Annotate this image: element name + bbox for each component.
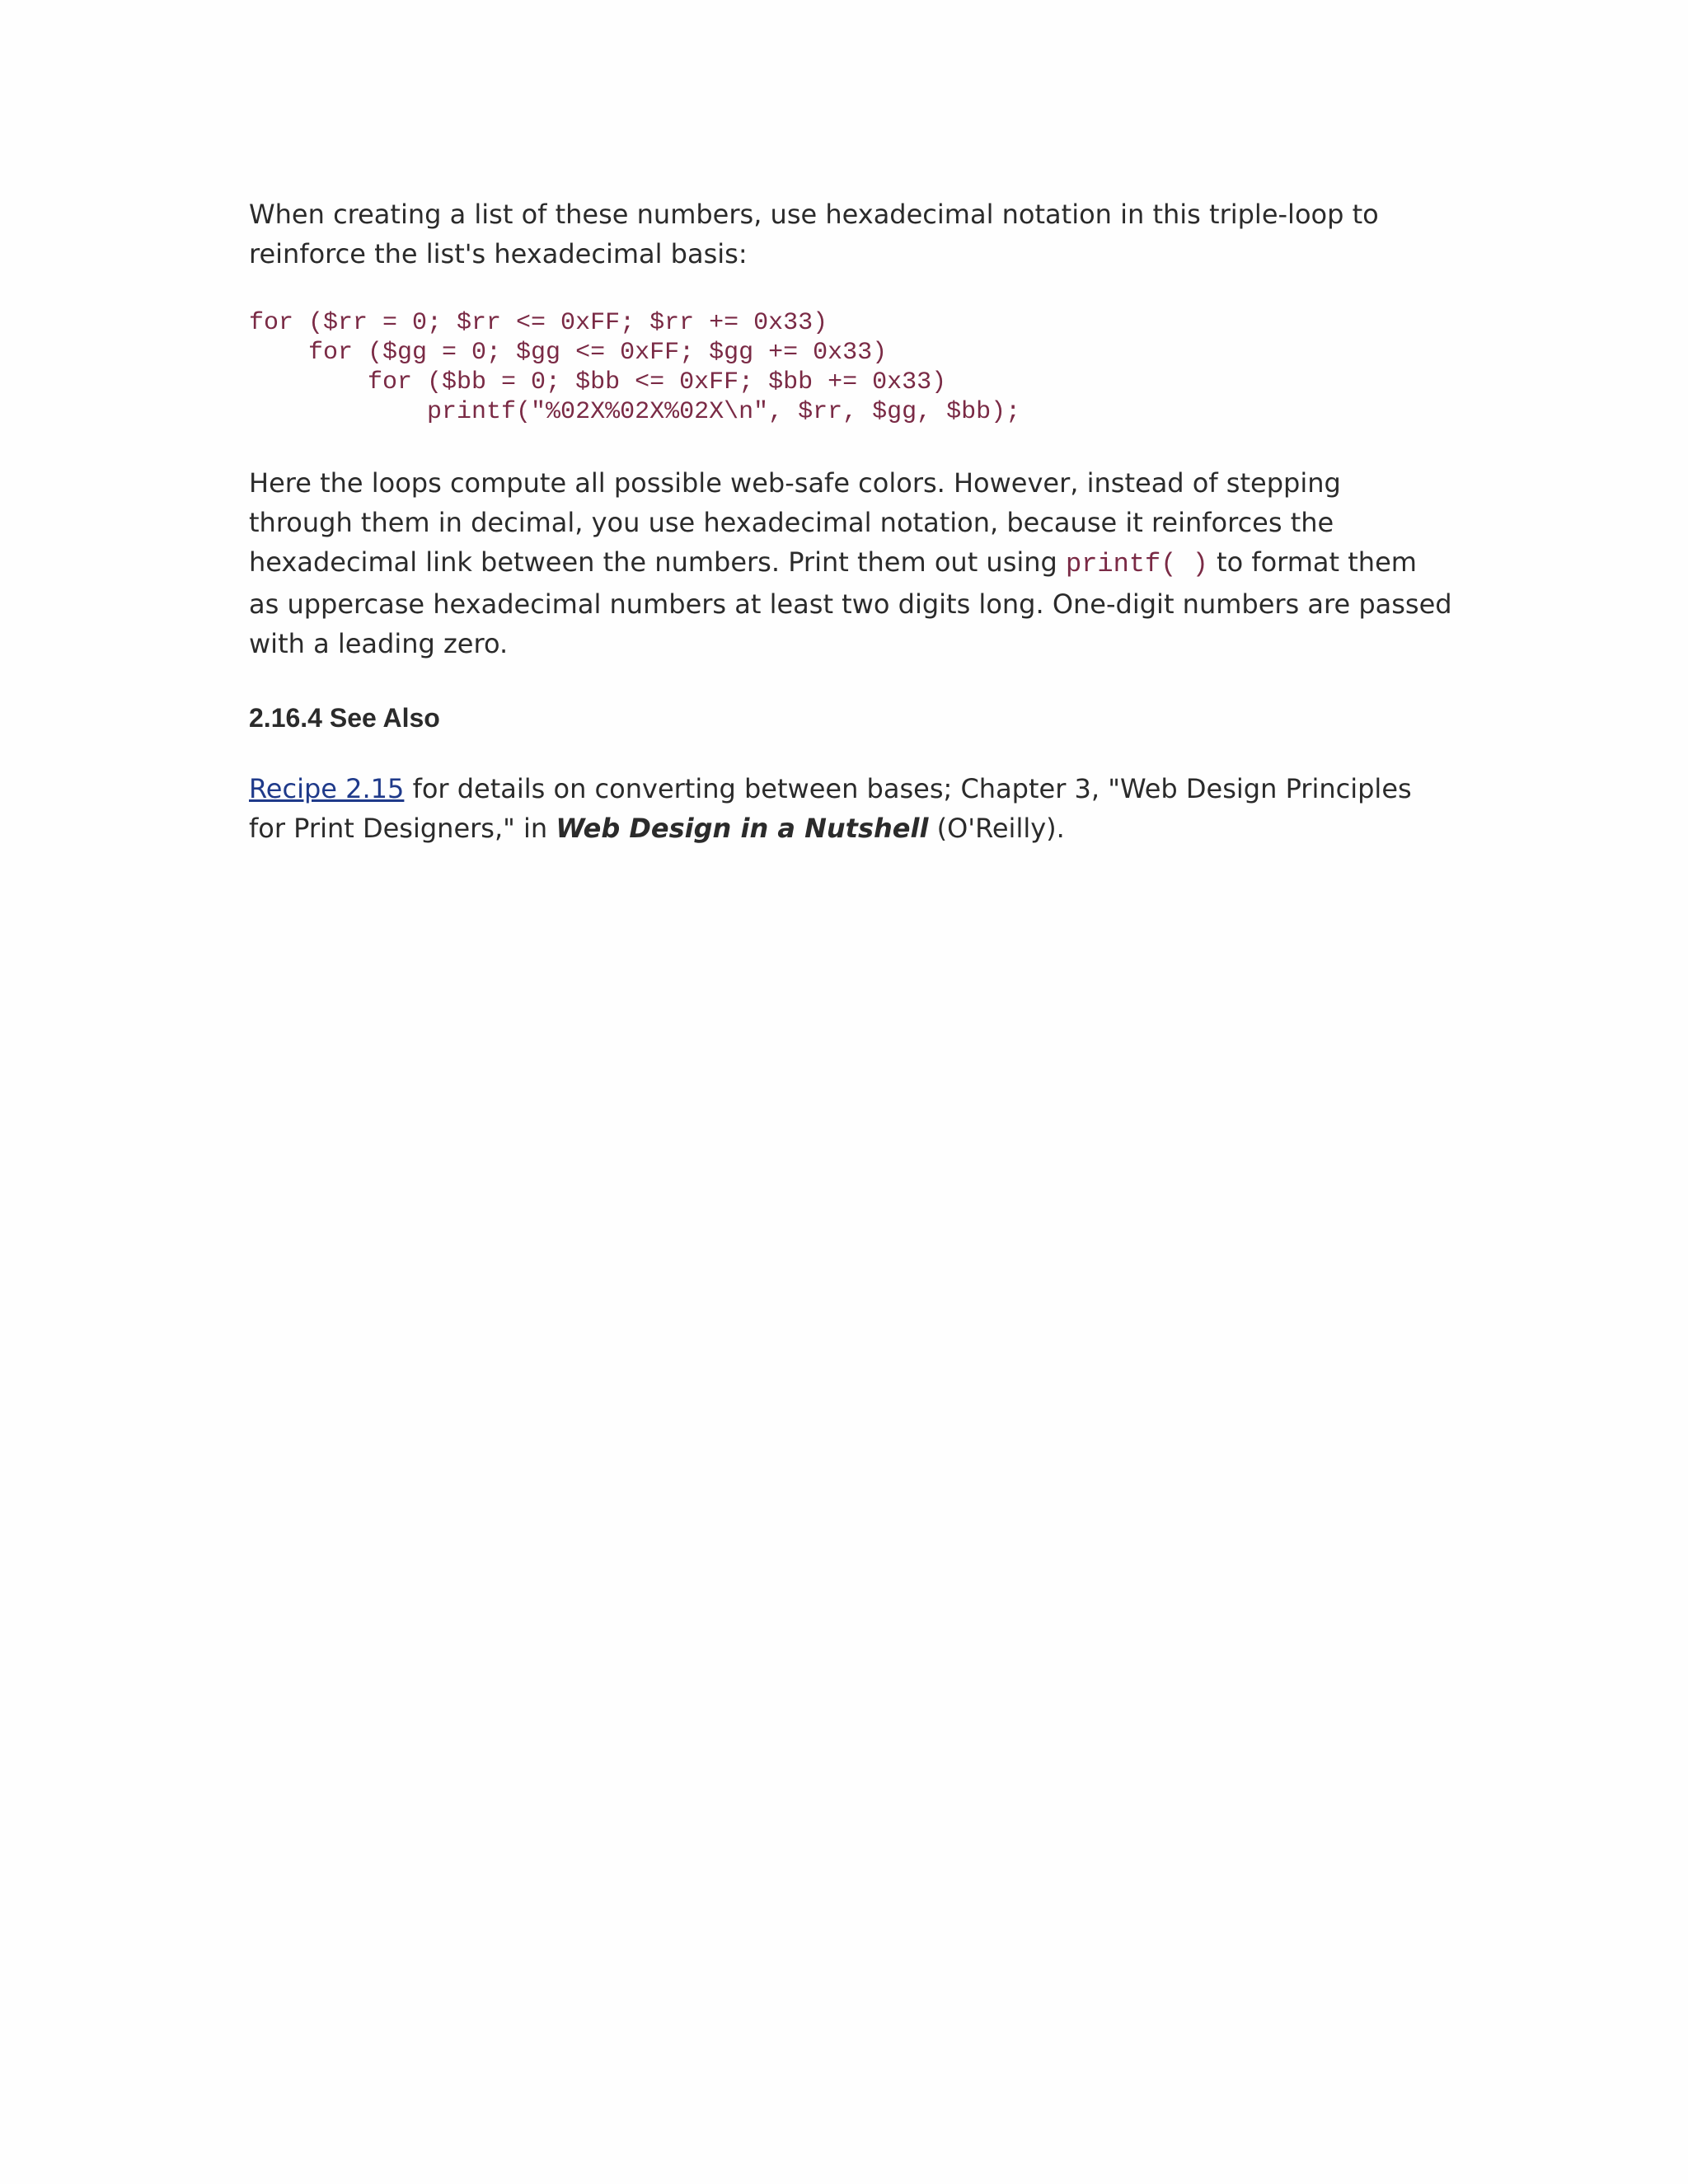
inline-code-printf: printf( ): [1066, 549, 1208, 579]
explanation-text: Here the loops compute all possible web-safe colors. However, instead of stepping through them in decimal, you use hexadecimal notation, because it reinforces the hexadecimal link between the numbers. Print them out using: [249, 467, 1341, 578]
see-also-text: for details on converting between bases; Chapter 3, "Web Design Principles for Print Designers," in: [249, 773, 1412, 844]
see-also-paragraph: [249, 769, 1452, 848]
code-block: [249, 308, 1452, 427]
explanation-paragraph: [249, 463, 1452, 663]
intro-paragraph: When creating a list of these numbers, use hexadecimal notation in this triple-loop to reinforce the list's hexadecimal basis:: [249, 199, 1379, 269]
code-line: for ($bb = 0; $bb <= 0xFF; $bb += 0x33): [249, 368, 947, 396]
code-line: for ($gg = 0; $gg <= 0xFF; $gg += 0x33): [249, 339, 888, 367]
section-heading-see-also: 2.16.4 See Also: [249, 703, 440, 733]
recipe-2-15-link[interactable]: Recipe 2.15: [249, 773, 405, 804]
see-also-text: (O'Reilly).: [928, 813, 1065, 844]
code-line: printf("%02X%02X%02X\n", $rr, $gg, $bb);: [249, 398, 1021, 426]
explanation-text: to format them as uppercase hexadecimal numbers at least two digits long. One-digit numbers are passed with a leading zero.: [249, 546, 1452, 659]
document-page: [249, 194, 1452, 848]
code-line: for ($rr = 0; $rr <= 0xFF; $rr += 0x33): [249, 309, 828, 337]
book-title: Web Design in a Nutshell: [556, 813, 929, 844]
